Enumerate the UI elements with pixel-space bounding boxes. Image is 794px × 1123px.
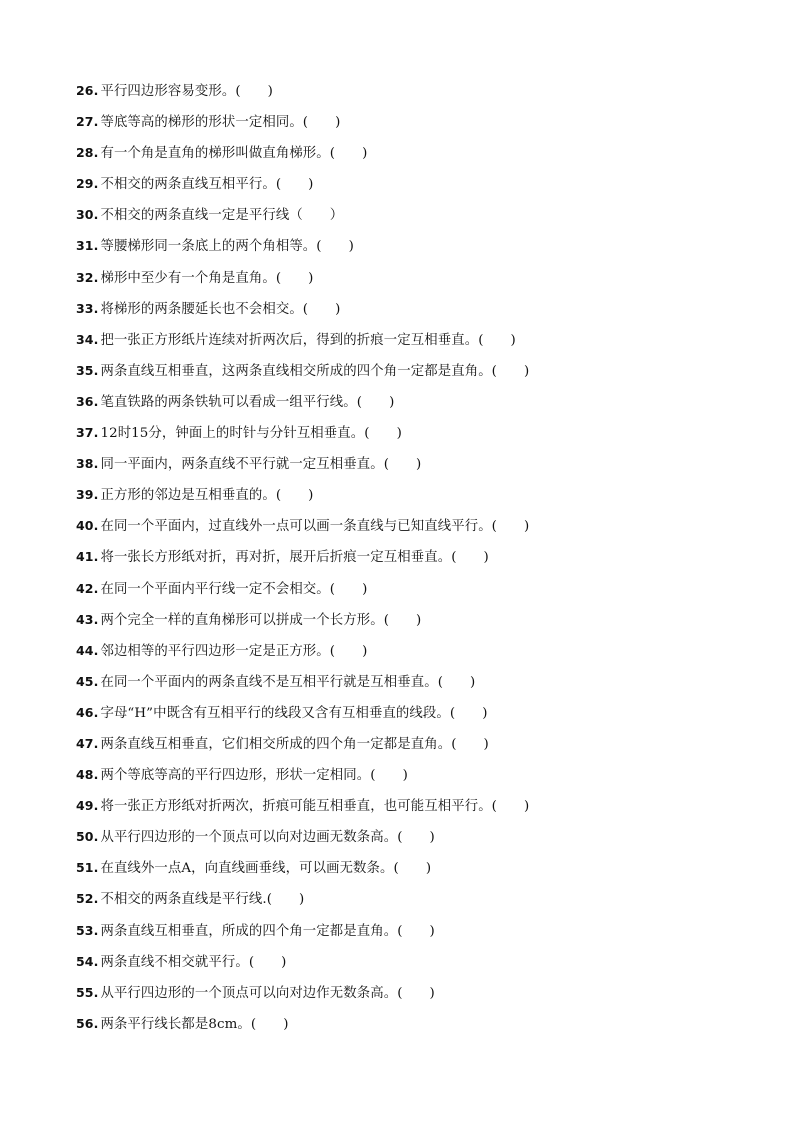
question-number: 33. (76, 300, 99, 316)
question-item (76, 546, 766, 577)
question-text: 在同一个平面内，过直线外一点可以画一条直线与已知直线平行。( ) (100, 519, 530, 535)
question-item (76, 764, 766, 795)
question-text: 两个等底等高的平行四边形，形状一定相同。( ) (100, 768, 408, 784)
question-text: 不相交的两条直线是平行线.( ) (100, 892, 305, 908)
question-item (76, 951, 766, 982)
question-item (76, 982, 766, 1013)
question-text: 两条直线不相交就平行。( ) (100, 954, 287, 970)
question-number: 46. (76, 704, 99, 720)
question-text: 从平行四边形的一个顶点可以向对边画无数条高。( ) (100, 830, 435, 846)
question-item (76, 329, 766, 360)
question-item (76, 1013, 766, 1044)
question-number: 42. (76, 580, 99, 596)
question-number: 45. (76, 673, 99, 689)
question-item (76, 702, 766, 733)
question-number: 54. (76, 953, 99, 969)
question-item (76, 111, 766, 142)
question-item (76, 920, 766, 951)
question-text: 等腰梯形同一条底上的两个角相等。( ) (100, 239, 354, 255)
question-text: 两个完全一样的直角梯形可以拼成一个长方形。( ) (100, 612, 422, 628)
question-number: 27. (76, 114, 99, 130)
question-number: 47. (76, 735, 99, 751)
question-number: 29. (76, 176, 99, 192)
question-text: 两条直线互相垂直，这两条直线相交所成的四个角一定都是直角。( ) (100, 363, 530, 379)
question-number: 38. (76, 456, 99, 472)
question-number: 35. (76, 362, 99, 378)
question-number: 32. (76, 269, 99, 285)
question-text: 从平行四边形的一个顶点可以向对边作无数条高。( ) (100, 985, 435, 1001)
question-item (76, 857, 766, 888)
question-text: 不相交的两条直线互相平行。( ) (100, 177, 314, 193)
question-number: 53. (76, 922, 99, 938)
question-text: 在同一个平面内平行线一定不会相交。( ) (100, 581, 368, 597)
question-item (76, 826, 766, 857)
question-list (76, 80, 766, 1044)
question-item (76, 578, 766, 609)
question-text: 正方形的邻边是互相垂直的。( ) (100, 488, 314, 504)
question-text: 字母“H”中既含有互相平行的线段又含有互相垂直的线段。( ) (100, 705, 488, 721)
question-item (76, 640, 766, 671)
question-number: 40. (76, 518, 99, 534)
question-number: 37. (76, 425, 99, 441)
question-number: 44. (76, 642, 99, 658)
question-number: 48. (76, 767, 99, 783)
question-number: 34. (76, 331, 99, 347)
question-item (76, 298, 766, 329)
question-number: 30. (76, 207, 99, 223)
question-number: 26. (76, 83, 99, 98)
question-number: 31. (76, 238, 99, 254)
question-number: 50. (76, 829, 99, 845)
question-text: 两条平行线长都是8cm。( ) (100, 1016, 289, 1032)
question-item (76, 204, 766, 235)
question-item (76, 484, 766, 515)
question-item (76, 609, 766, 640)
question-text: 把一张正方形纸片连续对折两次后，得到的折痕一定互相垂直。( ) (100, 332, 516, 348)
question-number: 49. (76, 798, 99, 814)
question-number: 41. (76, 549, 99, 565)
question-text: 平行四边形容易变形。( ) (100, 84, 273, 99)
question-number: 43. (76, 611, 99, 627)
question-text: 两条直线互相垂直，所成的四个角一定都是直角。( ) (100, 923, 435, 939)
question-text: 12时15分，钟面上的时针与分针互相垂直。( ) (100, 426, 402, 442)
question-number: 56. (76, 1015, 99, 1031)
question-text: 同一平面内，两条直线不平行就一定互相垂直。( ) (100, 457, 422, 473)
question-item (76, 142, 766, 173)
question-number: 52. (76, 891, 99, 907)
question-number: 55. (76, 984, 99, 1000)
question-text: 等底等高的梯形的形状一定相同。( ) (100, 115, 341, 131)
question-item (76, 671, 766, 702)
question-number: 36. (76, 393, 99, 409)
question-number: 51. (76, 860, 99, 876)
question-item (76, 453, 766, 484)
question-text: 不相交的两条直线一定是平行线（ ） (100, 208, 344, 224)
question-item (76, 267, 766, 298)
question-text: 邻边相等的平行四边形一定是正方形。( ) (100, 643, 368, 659)
question-number: 39. (76, 487, 99, 503)
question-item (76, 80, 766, 111)
question-text: 有一个角是直角的梯形叫做直角梯形。( ) (100, 146, 368, 162)
question-text: 将梯形的两条腰延长也不会相交。( ) (100, 301, 341, 317)
question-text: 两条直线互相垂直，它们相交所成的四个角一定都是直角。( ) (100, 736, 489, 752)
question-text: 将一张长方形纸对折，再对折，展开后折痕一定互相垂直。( ) (100, 550, 489, 566)
question-text: 在同一个平面内的两条直线不是互相平行就是互相垂直。( ) (100, 674, 476, 690)
question-item (76, 391, 766, 422)
question-item (76, 173, 766, 204)
question-item (76, 422, 766, 453)
question-item (76, 795, 766, 826)
question-text: 梯形中至少有一个角是直角。( ) (100, 270, 314, 286)
question-text: 笔直铁路的两条铁轨可以看成一组平行线。( ) (100, 394, 395, 410)
question-item (76, 515, 766, 546)
question-text: 在直线外一点A，向直线画垂线，可以画无数条。( ) (100, 861, 432, 877)
question-item (76, 733, 766, 764)
question-item (76, 235, 766, 266)
question-item (76, 360, 766, 391)
question-text: 将一张正方形纸对折两次，折痕可能互相垂直，也可能互相平行。( ) (100, 799, 530, 815)
question-number: 28. (76, 145, 99, 161)
question-item (76, 888, 766, 919)
